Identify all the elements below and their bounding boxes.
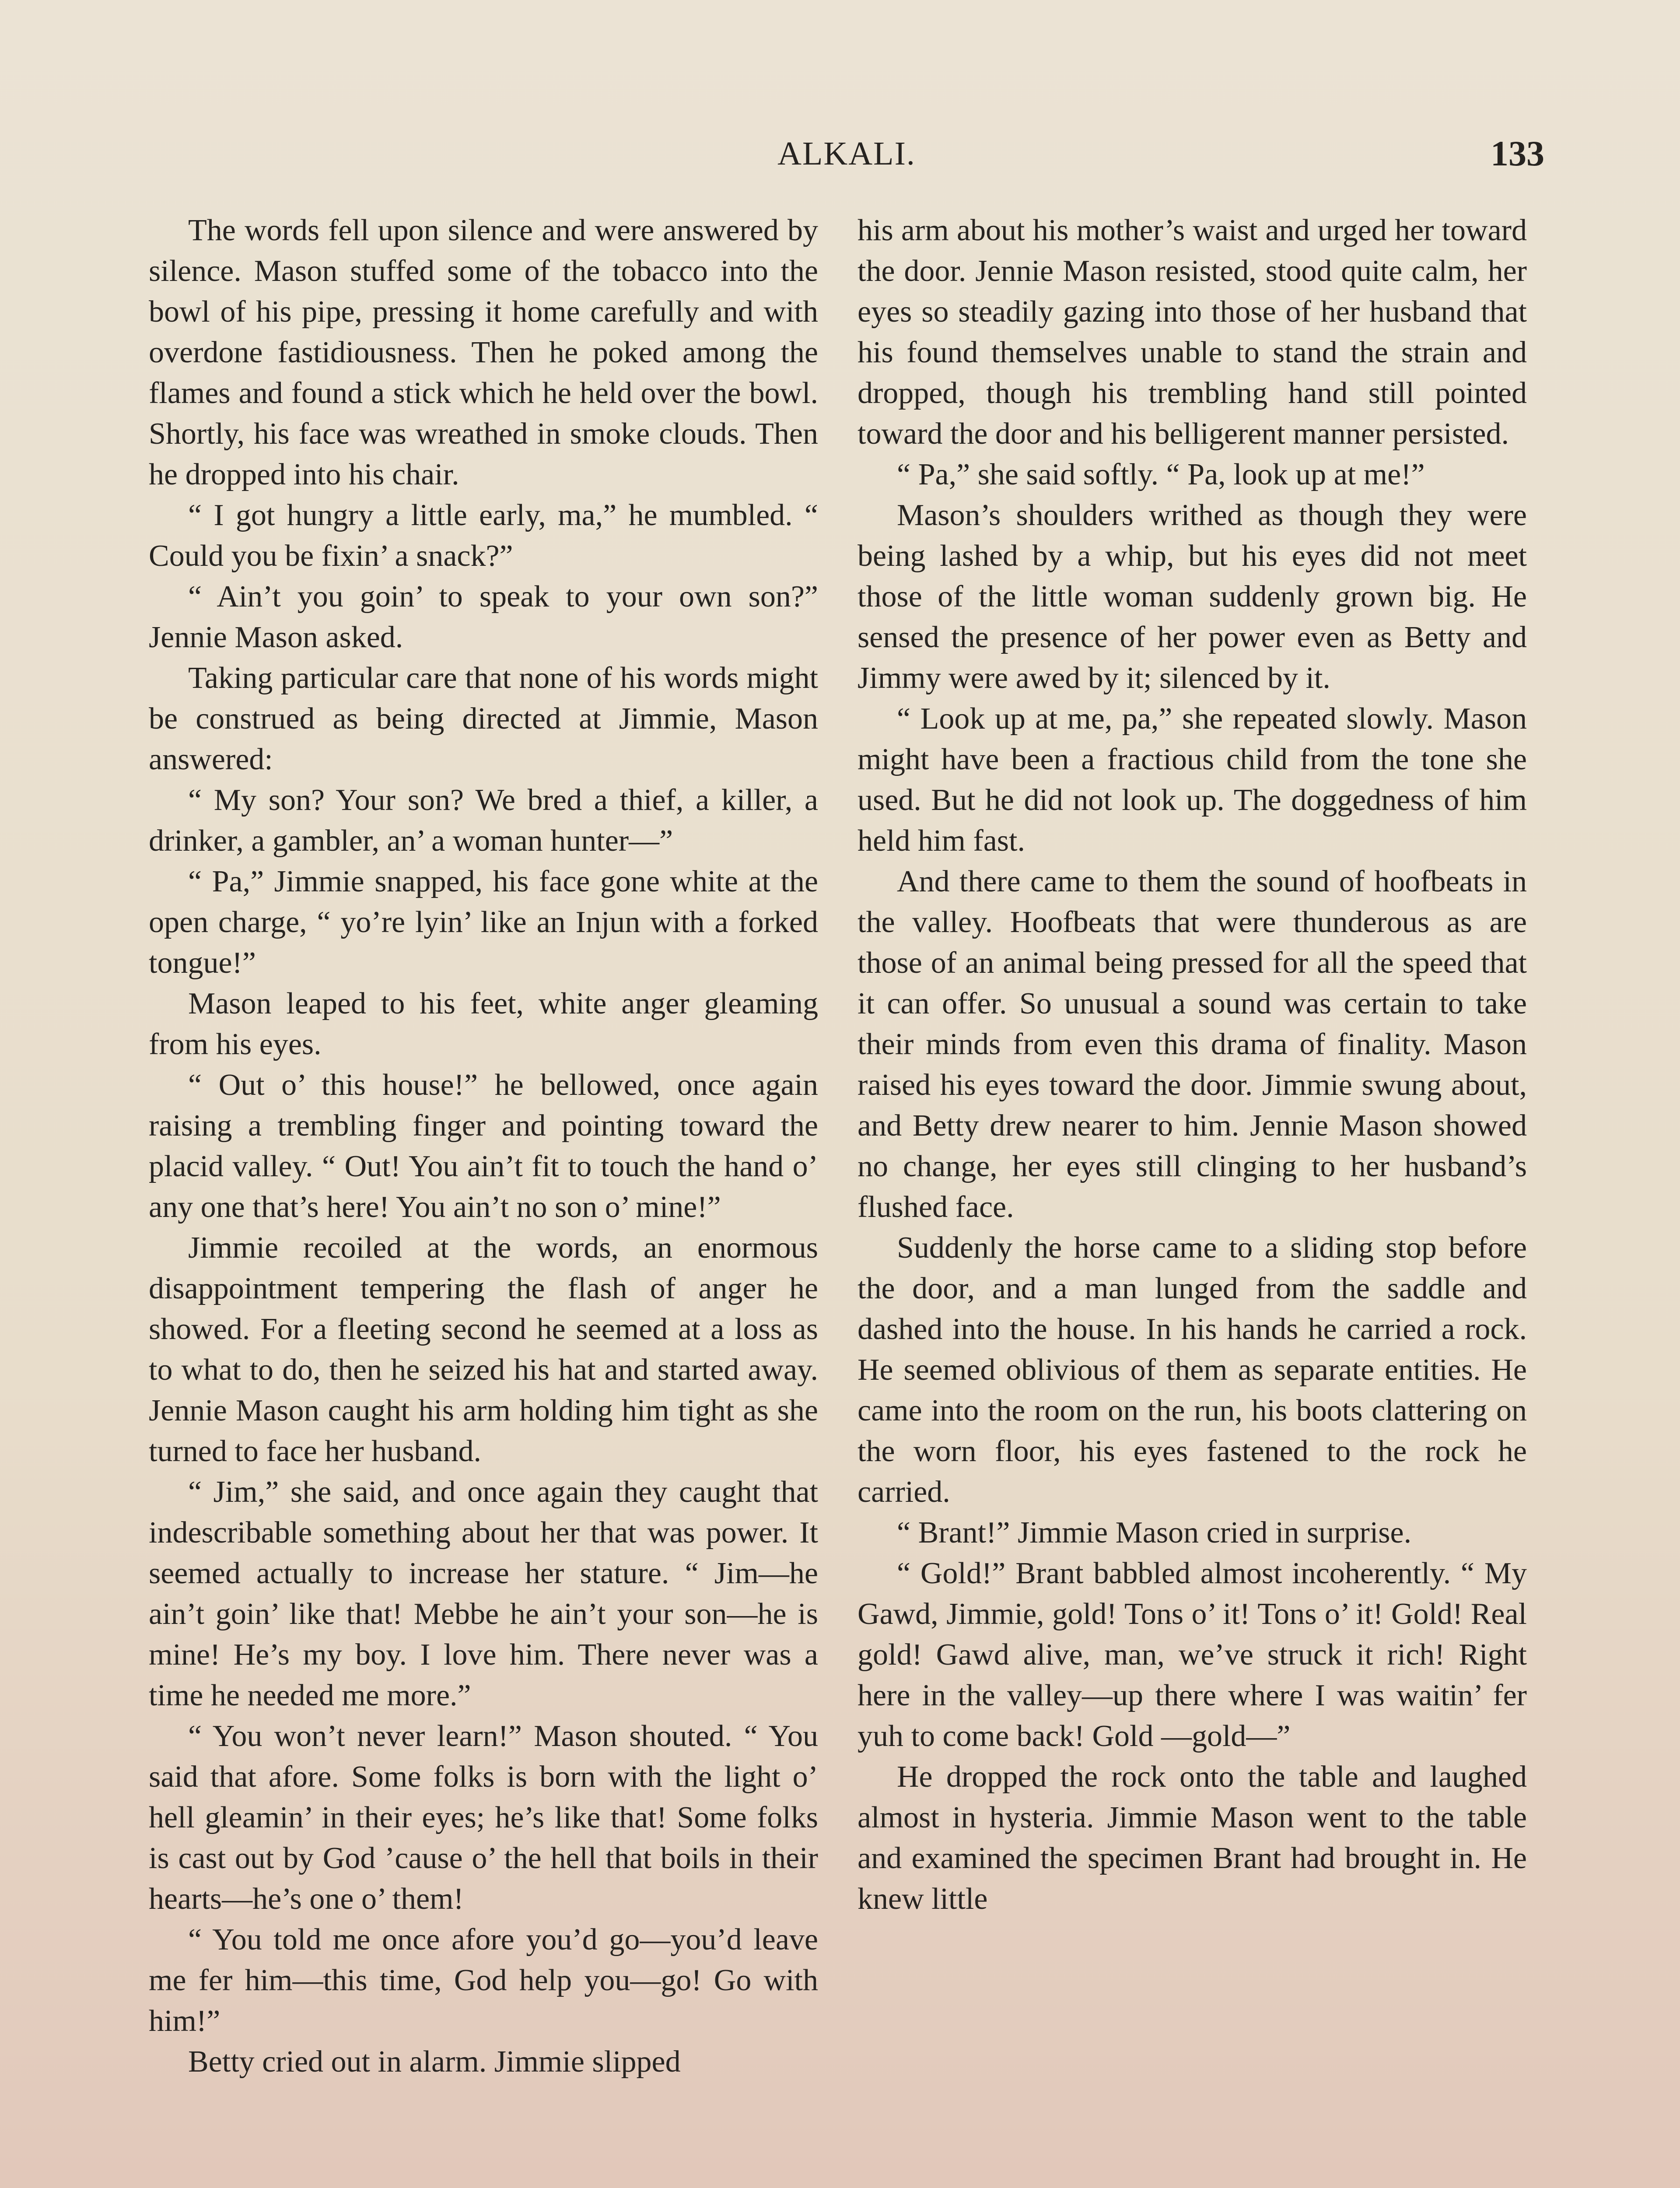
- paragraph: his arm about his mother’s waist and urged her toward the door. Jennie Mason resisted, stood quite calm, her eyes so steadily gazing into those of her husband that his found themselves unable to stand the strain and dropped, though his trembling hand still pointed toward the door and his belligerent manner persisted.: [858, 214, 1527, 451]
- paragraph: “ Ain’t you goin’ to speak to your own son?” Jennie Mason asked.: [149, 580, 818, 654]
- running-head: [149, 130, 1544, 178]
- paragraph: “ Look up at me, pa,” she repeated slowly. Mason might have been a fractious child from the tone she used. But he did not look up. The doggedness of him held him fast.: [858, 702, 1527, 858]
- left-column: [149, 210, 818, 2188]
- paragraph: Taking particular care that none of his words might be construed as being directed at Jimmie, Mason answered:: [149, 661, 818, 776]
- paragraph: Betty cried out in alarm. Jimmie slipped: [188, 2045, 681, 2079]
- running-title: ALKALI.: [777, 135, 916, 172]
- paragraph: And there came to them the sound of hoofbeats in the valley. Hoofbeats that were thunderous as are those of an animal being pressed for all the speed that it can offer. So unusual a sound was certain to take their minds from even this drama of finality. Mason raised his eyes toward the door. Jimmie swung about, and Betty drew nearer to him. Jennie Mason showed no change, her eyes still clinging to her husband’s flushed face.: [858, 865, 1527, 1224]
- paragraph: Suddenly the horse came to a sliding stop before the door, and a man lunged from the saddle and dashed into the house. In his hands he carried a rock. He seemed oblivious of them as separate entities. He came into the room on the run, his boots clattering on the worn floor, his eyes fastened to the rock he carried.: [858, 1231, 1527, 1509]
- paragraph: “ Gold!” Brant babbled almost incoherently. “ My Gawd, Jimmie, gold! Tons o’ it! Tons o’ it! Gold! Real gold! Gawd alive, man, we’ve struck it rich! Right here in the valley—up there where I was waitin’ fer yuh to come back! Gold —gold—”: [858, 1557, 1527, 1753]
- paragraph: “ Pa,” Jimmie snapped, his face gone white at the open charge, “ yo’re lyin’ like an Injun with a forked tongue!”: [149, 865, 818, 980]
- paragraph: “ Brant!” Jimmie Mason cried in surprise.: [897, 1516, 1412, 1550]
- paragraph: “ Jim,” she said, and once again they caught that indescribable something about her that was power. It seemed actually to increase her stature. “ Jim—he ain’t goin’ like that! Mebbe he ain’t your son—he is mine! He’s my boy. I love him. There never was a time he needed me more.”: [149, 1475, 818, 1712]
- right-column: [858, 210, 1527, 2188]
- paragraph: Mason leaped to his feet, white anger gleaming from his eyes.: [149, 987, 818, 1061]
- paragraph: The words fell upon silence and were answered by silence. Mason stuffed some of the tobacco into the bowl of his pipe, pressing it home carefully and with overdone fastidiousness. Then he poked among the flames and found a stick which he held over the bowl. Shortly, his face was wreathed in smoke clouds. Then he dropped into his chair.: [149, 214, 818, 491]
- paragraph: Jimmie recoiled at the words, an enormous disappointment tempering the flash of anger he showed. For a fleeting second he seemed at a loss as to what to do, then he seized his hat and started away. Jennie Mason caught his arm holding him tight as she turned to face her husband.: [149, 1231, 818, 1468]
- paragraph: “ Pa,” she said softly. “ Pa, look up at me!”: [897, 458, 1425, 491]
- page-number: 133: [1491, 133, 1544, 173]
- paragraph: “ You told me once afore you’d go—you’d leave me fer him—this time, God help you—go! Go with him!”: [149, 1923, 818, 2038]
- paragraph: “ I got hungry a little early, ma,” he mumbled. “ Could you be fixin’ a snack?”: [149, 498, 818, 573]
- paragraph: Mason’s shoulders writhed as though they were being lashed by a whip, but his eyes did not meet those of the little woman suddenly grown big. He sensed the presence of her power even as Betty and Jimmy were awed by it; silenced by it.: [858, 498, 1527, 695]
- paragraph: He dropped the rock onto the table and laughed almost in hysteria. Jimmie Mason went to the table and examined the specimen Brant had brought in. He knew little: [858, 1760, 1527, 1916]
- paragraph: “ My son? Your son? We bred a thief, a killer, a drinker, a gambler, an’ a woman hunter—”: [149, 783, 818, 858]
- paragraph: “ You won’t never learn!” Mason shouted. “ You said that afore. Some folks is born with the light o’ hell gleamin’ in their eyes; he’s like that! Some folks is cast out by God ’cause o’ the hell that boils in their hearts—he’s one o’ them!: [149, 1719, 818, 1916]
- paragraph: “ Out o’ this house!” he bellowed, once again raising a trembling finger and pointing toward the placid valley. “ Out! You ain’t fit to touch the hand o’ any one that’s here! You ain’t no son o’ mine!”: [149, 1068, 818, 1224]
